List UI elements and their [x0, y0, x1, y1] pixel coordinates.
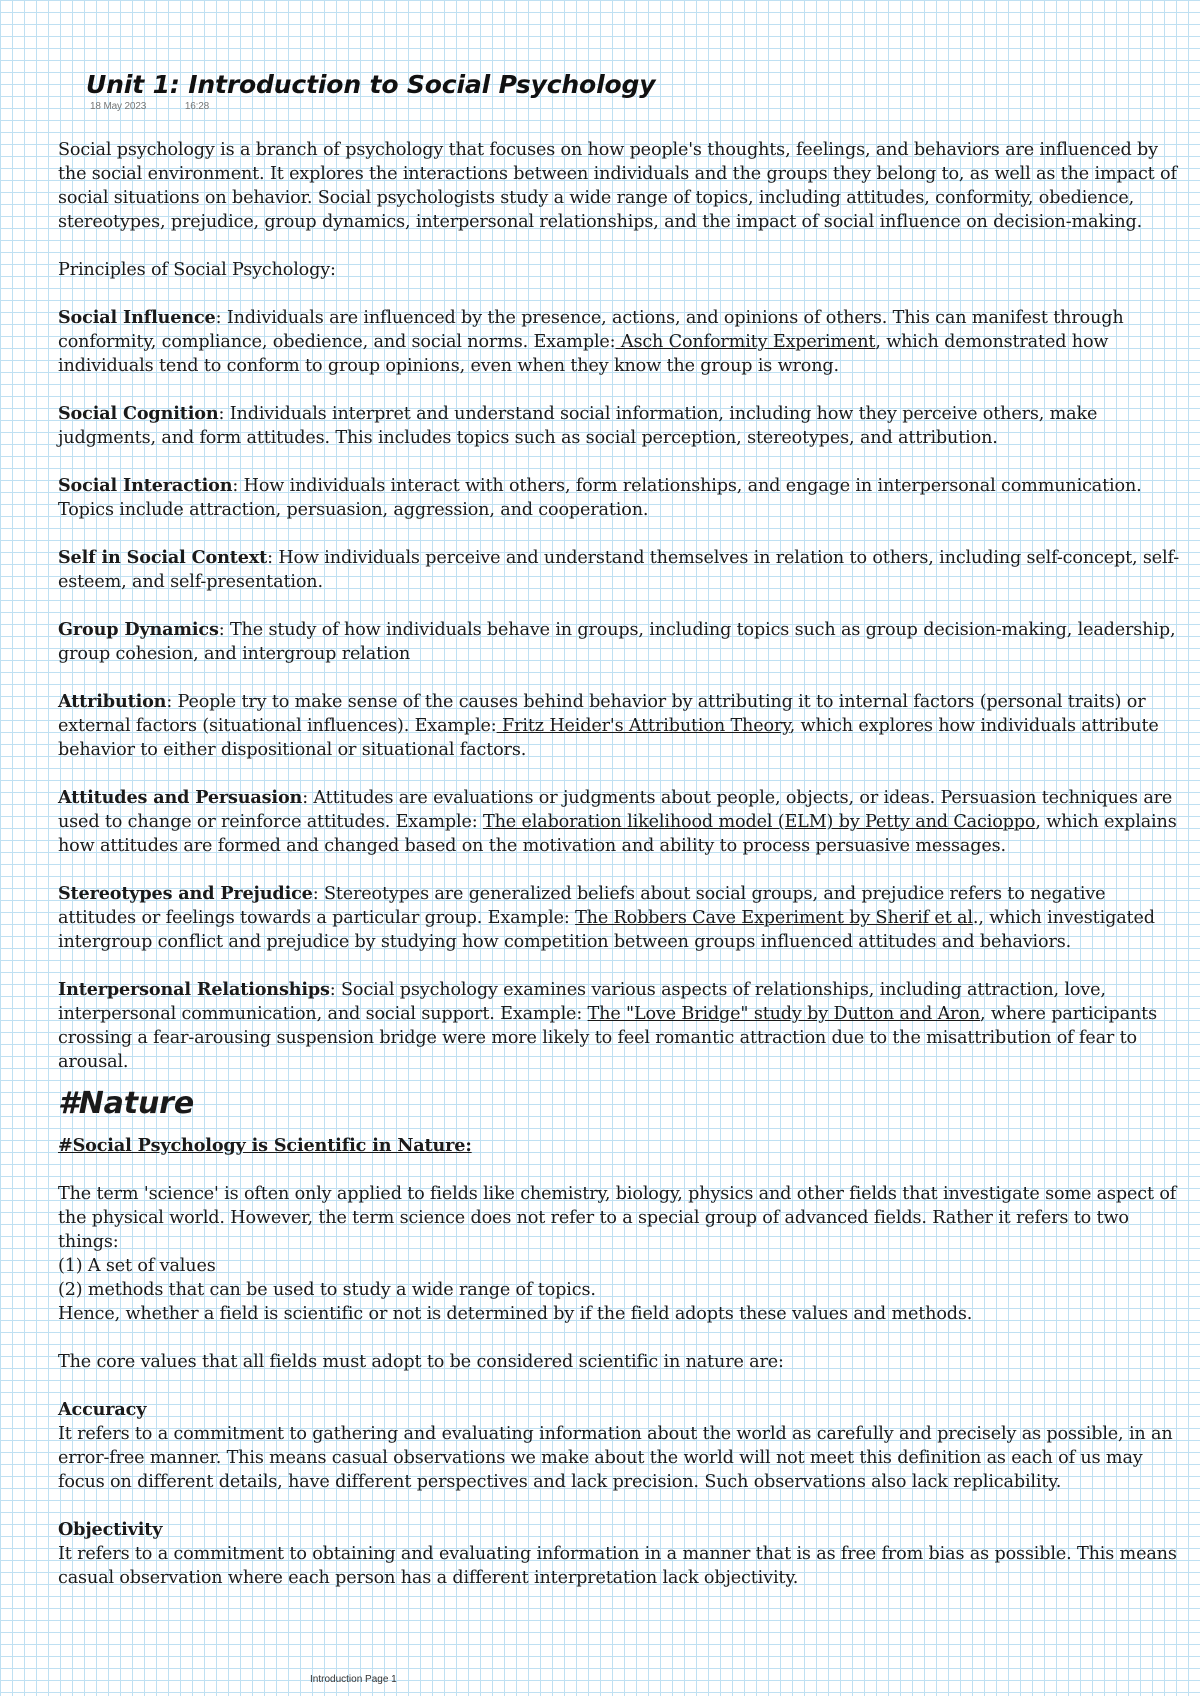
- page-footer: Introduction Page 1: [310, 1674, 397, 1685]
- principle-example-link[interactable]: Fritz Heider's Attribution Theory: [496, 716, 790, 736]
- science-line: The term 'science' is often only applied to fields like chemistry, biology, physics and other fields that investigate some aspect of the physical world. However, the term science does not refer to a special group of advanced fields. Rather it refers to two things:: [58, 1184, 1177, 1252]
- principle-term: Social Interaction: [58, 475, 233, 496]
- principles-heading: Principles of Social Psychology:: [58, 260, 336, 280]
- principle-self-in-social-context: [58, 546, 1188, 594]
- principle-text: : Social psychology examines various aspects of relationships, including attraction, love, interpersonal communication, and social support. Example:: [58, 980, 1106, 1024]
- principle-term: Social Influence: [58, 307, 216, 328]
- core-values-intro: The core values that all fields must adopt to be considered scientific in nature are:: [58, 1352, 784, 1372]
- principle-social-cognition: [58, 402, 1188, 450]
- principle-interpersonal-relationships: [58, 978, 1188, 1074]
- note-date: 18 May 2023: [90, 101, 147, 112]
- principle-attitudes-persuasion: [58, 786, 1188, 858]
- principle-text: : Individuals are influenced by the presence, actions, and opinions of others. This can manifest through conformity, compliance, obedience, and social norms. Example:: [58, 308, 1124, 352]
- principle-example-link[interactable]: The "Love Bridge" study by Dutton and Aron: [587, 1004, 981, 1024]
- principle-text: : The study of how individuals behave in groups, including topics such as group decision-making, leadership, group cohesion, and intergroup relation: [58, 620, 1176, 664]
- principle-term: Stereotypes and Prejudice: [58, 883, 313, 904]
- principle-stereotypes-prejudice: [58, 882, 1188, 954]
- value-text: It refers to a commitment to obtaining and evaluating information in a manner that is as free from bias as possible. This means casual observation where each person has a different interpretation lack objectivity.: [58, 1544, 1177, 1588]
- principle-term: Interpersonal Relationships: [58, 979, 330, 1000]
- page-title: Unit 1: Introduction to Social Psychology: [86, 70, 656, 99]
- principle-text: : Attitudes are evaluations or judgments about people, objects, or ideas. Persuasion techniques are used to change or reinforce attitudes. Example:: [58, 788, 1173, 832]
- principle-text: : How individuals perceive and understand themselves in relation to others, including self-concept, self-esteem, and self-presentation.: [58, 548, 1180, 592]
- value-accuracy: [58, 1398, 1188, 1494]
- principle-social-interaction: [58, 474, 1188, 522]
- principle-after: ., which investigated intergroup conflict and prejudice by studying how competition between groups influenced attitudes and behaviors.: [58, 908, 1155, 952]
- science-definition: [58, 1182, 1188, 1326]
- science-line: (1) A set of values: [58, 1256, 216, 1276]
- principle-after: , which demonstrated how individuals tend to conform to group opinions, even when they know the group is wrong.: [58, 332, 1109, 376]
- value-objectivity: [58, 1518, 1188, 1590]
- principle-term: Attribution: [58, 691, 167, 712]
- note-page: [58, 70, 1188, 1614]
- principle-text: : Stereotypes are generalized beliefs about social groups, and prejudice refers to negative attitudes or feelings towards a particular group. Example:: [58, 884, 1106, 928]
- principle-example-link[interactable]: Asch Conformity Experiment: [615, 332, 876, 352]
- principle-example-link[interactable]: The elaboration likelihood model (ELM) by Petty and Cacioppo: [483, 812, 1036, 832]
- science-line: Hence, whether a field is scientific or not is determined by if the field adopts these values and methods.: [58, 1304, 973, 1324]
- value-term: Accuracy: [58, 1399, 147, 1420]
- principle-text: : Individuals interpret and understand social information, including how they perceive others, make judgments, and form attitudes. This includes topics such as social perception, stereotypes, and attribution.: [58, 404, 1098, 448]
- principle-example-link[interactable]: The Robbers Cave Experiment by Sherif et al: [575, 908, 973, 928]
- principle-attribution: [58, 690, 1188, 762]
- principle-term: Self in Social Context: [58, 547, 268, 568]
- value-term: Objectivity: [58, 1519, 163, 1540]
- note-meta: [90, 100, 1188, 138]
- principle-after: , which explores how individuals attribute behavior to either dispositional or situational factors.: [58, 716, 1159, 760]
- principle-after: , which explains how attitudes are formed and changed based on the motivation and ability to process persuasive messages.: [58, 812, 1177, 856]
- intro-paragraph: Social psychology is a branch of psychology that focuses on how people's thoughts, feelings, and behaviors are influenced by the social environment. It explores the interactions between individuals and the groups they belong to, as well as the impact of social situations on behavior. Social psychologists study a wide range of topics, including attitudes, conformity, obedience, stereotypes, prejudice, group dynamics, interpersonal relationships, and the impact of social influence on decision-making.: [58, 140, 1177, 232]
- note-time: 16:28: [184, 101, 210, 112]
- nature-subheading: #Social Psychology is Scientific in Nature:: [58, 1135, 472, 1156]
- principle-social-influence: [58, 306, 1188, 378]
- principle-text: : People try to make sense of the causes behind behavior by attributing it to internal factors (personal traits) or external factors (situational influences). Example:: [58, 692, 1146, 736]
- value-text: It refers to a commitment to gathering and evaluating information about the world as carefully and precisely as possible, in an error-free manner. This means casual observations we make about the world will not meet this definition as each of us may focus on different details, have different perspectives and lack precision. Such observations also lack replicability.: [58, 1424, 1173, 1492]
- principle-term: Group Dynamics: [58, 619, 219, 640]
- principle-term: Social Cognition: [58, 403, 219, 424]
- principle-after: , where participants crossing a fear-arousing suspension bridge were more likely to feel romantic attraction due to the misattribution of fear to arousal.: [58, 1004, 1157, 1072]
- principle-term: Attitudes and Persuasion: [58, 787, 303, 808]
- nature-heading: #Nature: [58, 1086, 195, 1121]
- science-line: (2) methods that can be used to study a wide range of topics.: [58, 1280, 596, 1300]
- principle-group-dynamics: [58, 618, 1188, 666]
- principle-text: : How individuals interact with others, form relationships, and engage in interpersonal communication. Topics include attraction, persuasion, aggression, and cooperation.: [58, 476, 1142, 520]
